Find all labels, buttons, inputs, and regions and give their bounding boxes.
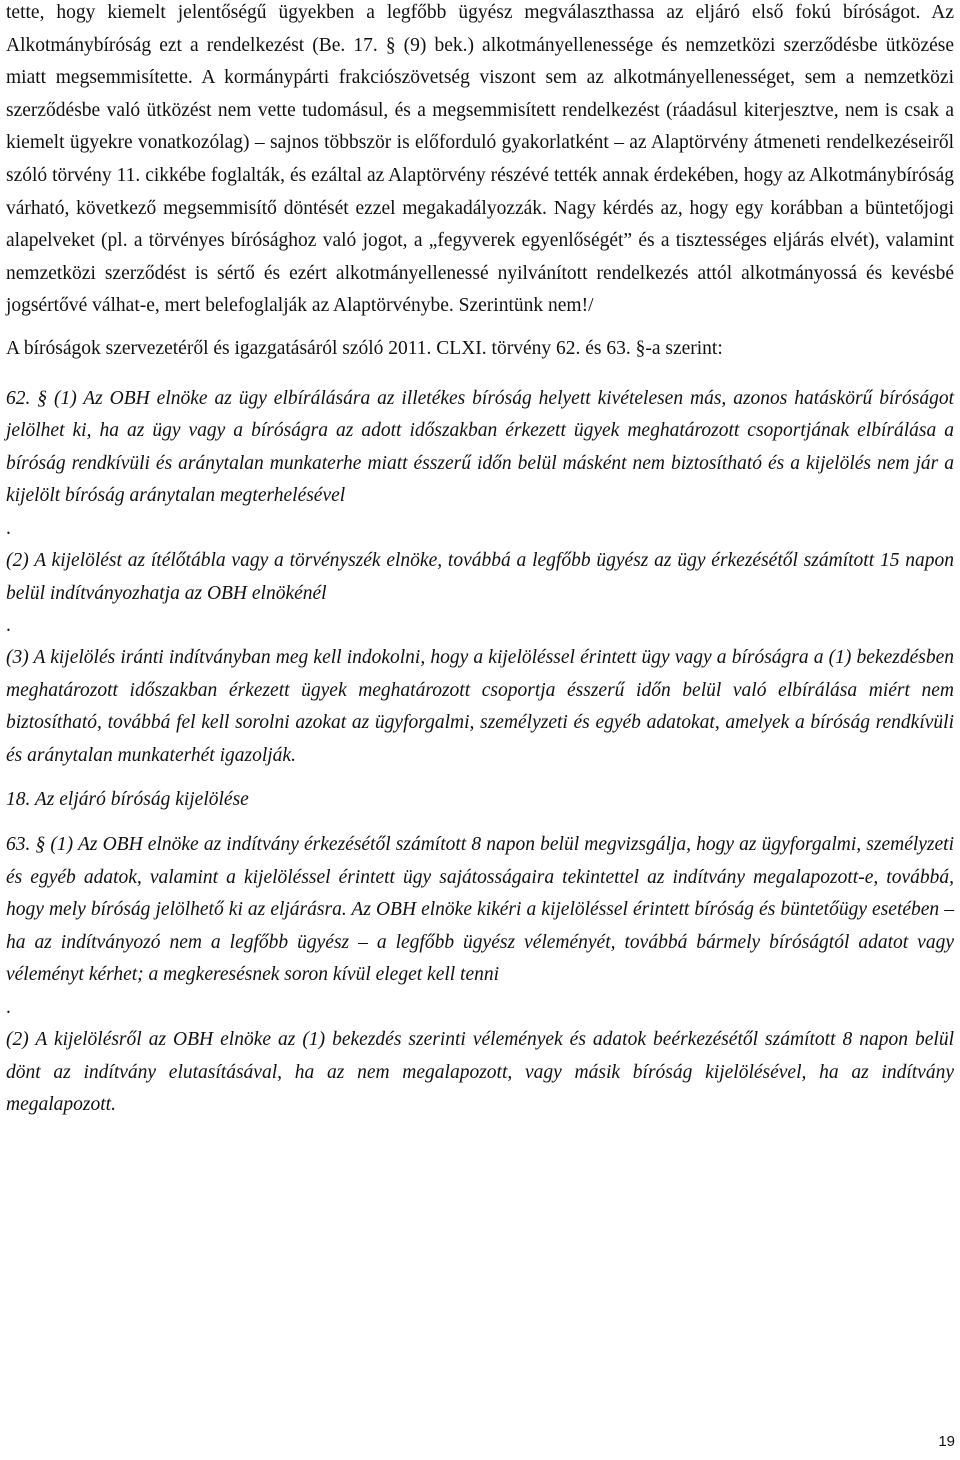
section-62-paragraph-1-end: . bbox=[6, 517, 11, 539]
section-62-paragraph-2-end: . bbox=[6, 615, 11, 637]
section-63-paragraph-2: (2) A kijelölésről az OBH elnöke az (1) bekezdés szerinti vélemények és adatok beérkezésétől számított 8 napon belül dönt az indítvány elutasításával, ha az nem megalapozott, vagy másik bíróság kijelölésével, ha az indítvány megalapozott. bbox=[6, 1029, 954, 1116]
section-62-paragraph-2: (2) A kijelölést az ítélőtábla vagy a törvényszék elnöke, továbbá a legfőbb ügyész az ügy érkezésétől számított 15 napon belül indítványozhatja az OBH elnökénél bbox=[6, 549, 954, 604]
section-63-paragraph-1-end: . bbox=[6, 997, 11, 1019]
intro-paragraph: tette, hogy kiemelt jelentőségű ügyekben a legfőbb ügyész megválaszthassa az eljáró első fokú bíróságot. Az Alkotmánybíróság ezt a rendelkezést (Be. 17. § (9) bek.) alkotmányellenessége és nemzetközi szerződésbe ütközése miatt megsemmisítette. A kormánypárti frakciószövetség viszont sem az alkotmányellenességet, sem a nemzetközi szerződésbe való ütközést nem vette tudomásul, és a megsemmisített rendelkezést (ráadásul kiterjesztve, nem is csak a kiemelt ügyekre vonatkozólag) – sajnos többször is előforduló gyakorlatként – az Alaptörvény átmeneti rendelkezéseiről szóló törvény 11. cikkébe foglalták, és ezáltal az Alaptörvény részévé tették annak érdekében, hogy az Alkotmánybíróság várható, következő megsemmisítő döntését ezzel megakadályozzák. Nagy kérdés az, hogy egy korábban a büntetőjogi alapelveket (pl. a törvényes bírósághoz való jogot, a „fegyverek egyenlőségét” és a tisztességes eljárás elvét), valamint nemzetközi szerződést is sértő és ezért alkotmányellenessé nyilvánított rendelkezés attól alkotmányossá és kevésbé jogsértővé válhat-e, mert belefoglalják az Alaptörvénybe. Szerintünk nem!/ bbox=[6, 2, 954, 317]
law-heading: A bíróságok szervezetéről és igazgatásáról szóló 2011. CLXI. törvény 62. és 63. §-a szerint: bbox=[6, 337, 723, 359]
section-62-paragraph-1: 62. § (1) Az OBH elnöke az ügy elbírálására az illetékes bíróság helyett kivételesen más, azonos hatáskörű bíróságot jelölhet ki, ha az ügy vagy a bíróságra az adott időszakban érkezett ügyek meghatározott csoportjának elbírálása a bíróság rendkívüli és aránytalan munkaterhe miatt ésszerű időn belül másként nem biztosítható és a kijelölés nem jár a kijelölt bíróság aránytalan megterhelésével bbox=[6, 387, 954, 507]
section-18-title: 18. Az eljáró bíróság kijelölése bbox=[6, 789, 249, 811]
section-63-paragraph-1: 63. § (1) Az OBH elnöke az indítvány érkezésétől számított 8 napon belül megvizsgálja, hogy az ügyforgalmi, személyzeti és egyéb adatok, valamint a kijelöléssel érintett ügy sajátosságaira tekintettel az indítvány megalapozott-e, továbbá, hogy mely bíróság jelölhető ki az eljárásra. Az OBH elnöke kikéri a kijelöléssel érintett bíróság és büntetőügy esetében – ha az indítványozó nem a legfőbb ügyész – a legfőbb ügyész véleményét, továbbá bármely bíróságtól adatot vagy véleményt kérhet; a megkeresésnek soron kívül eleget kell tenni bbox=[6, 834, 954, 986]
page-number: 19 bbox=[938, 1433, 955, 1450]
section-62-paragraph-3: (3) A kijelölés iránti indítványban meg kell indokolni, hogy a kijelöléssel érintett ügy vagy a bíróságra a (1) bekezdésben meghatározott időszakban érkezett ügyek meghatározott csoportja ésszerű időn belül való elbírálása miért nem biztosítható, továbbá fel kell sorolni azokat az ügyforgalmi, személyzeti és egyéb adatokat, amelyek a bíróság rendkívüli és aránytalan munkaterhét igazolják. bbox=[6, 647, 954, 766]
